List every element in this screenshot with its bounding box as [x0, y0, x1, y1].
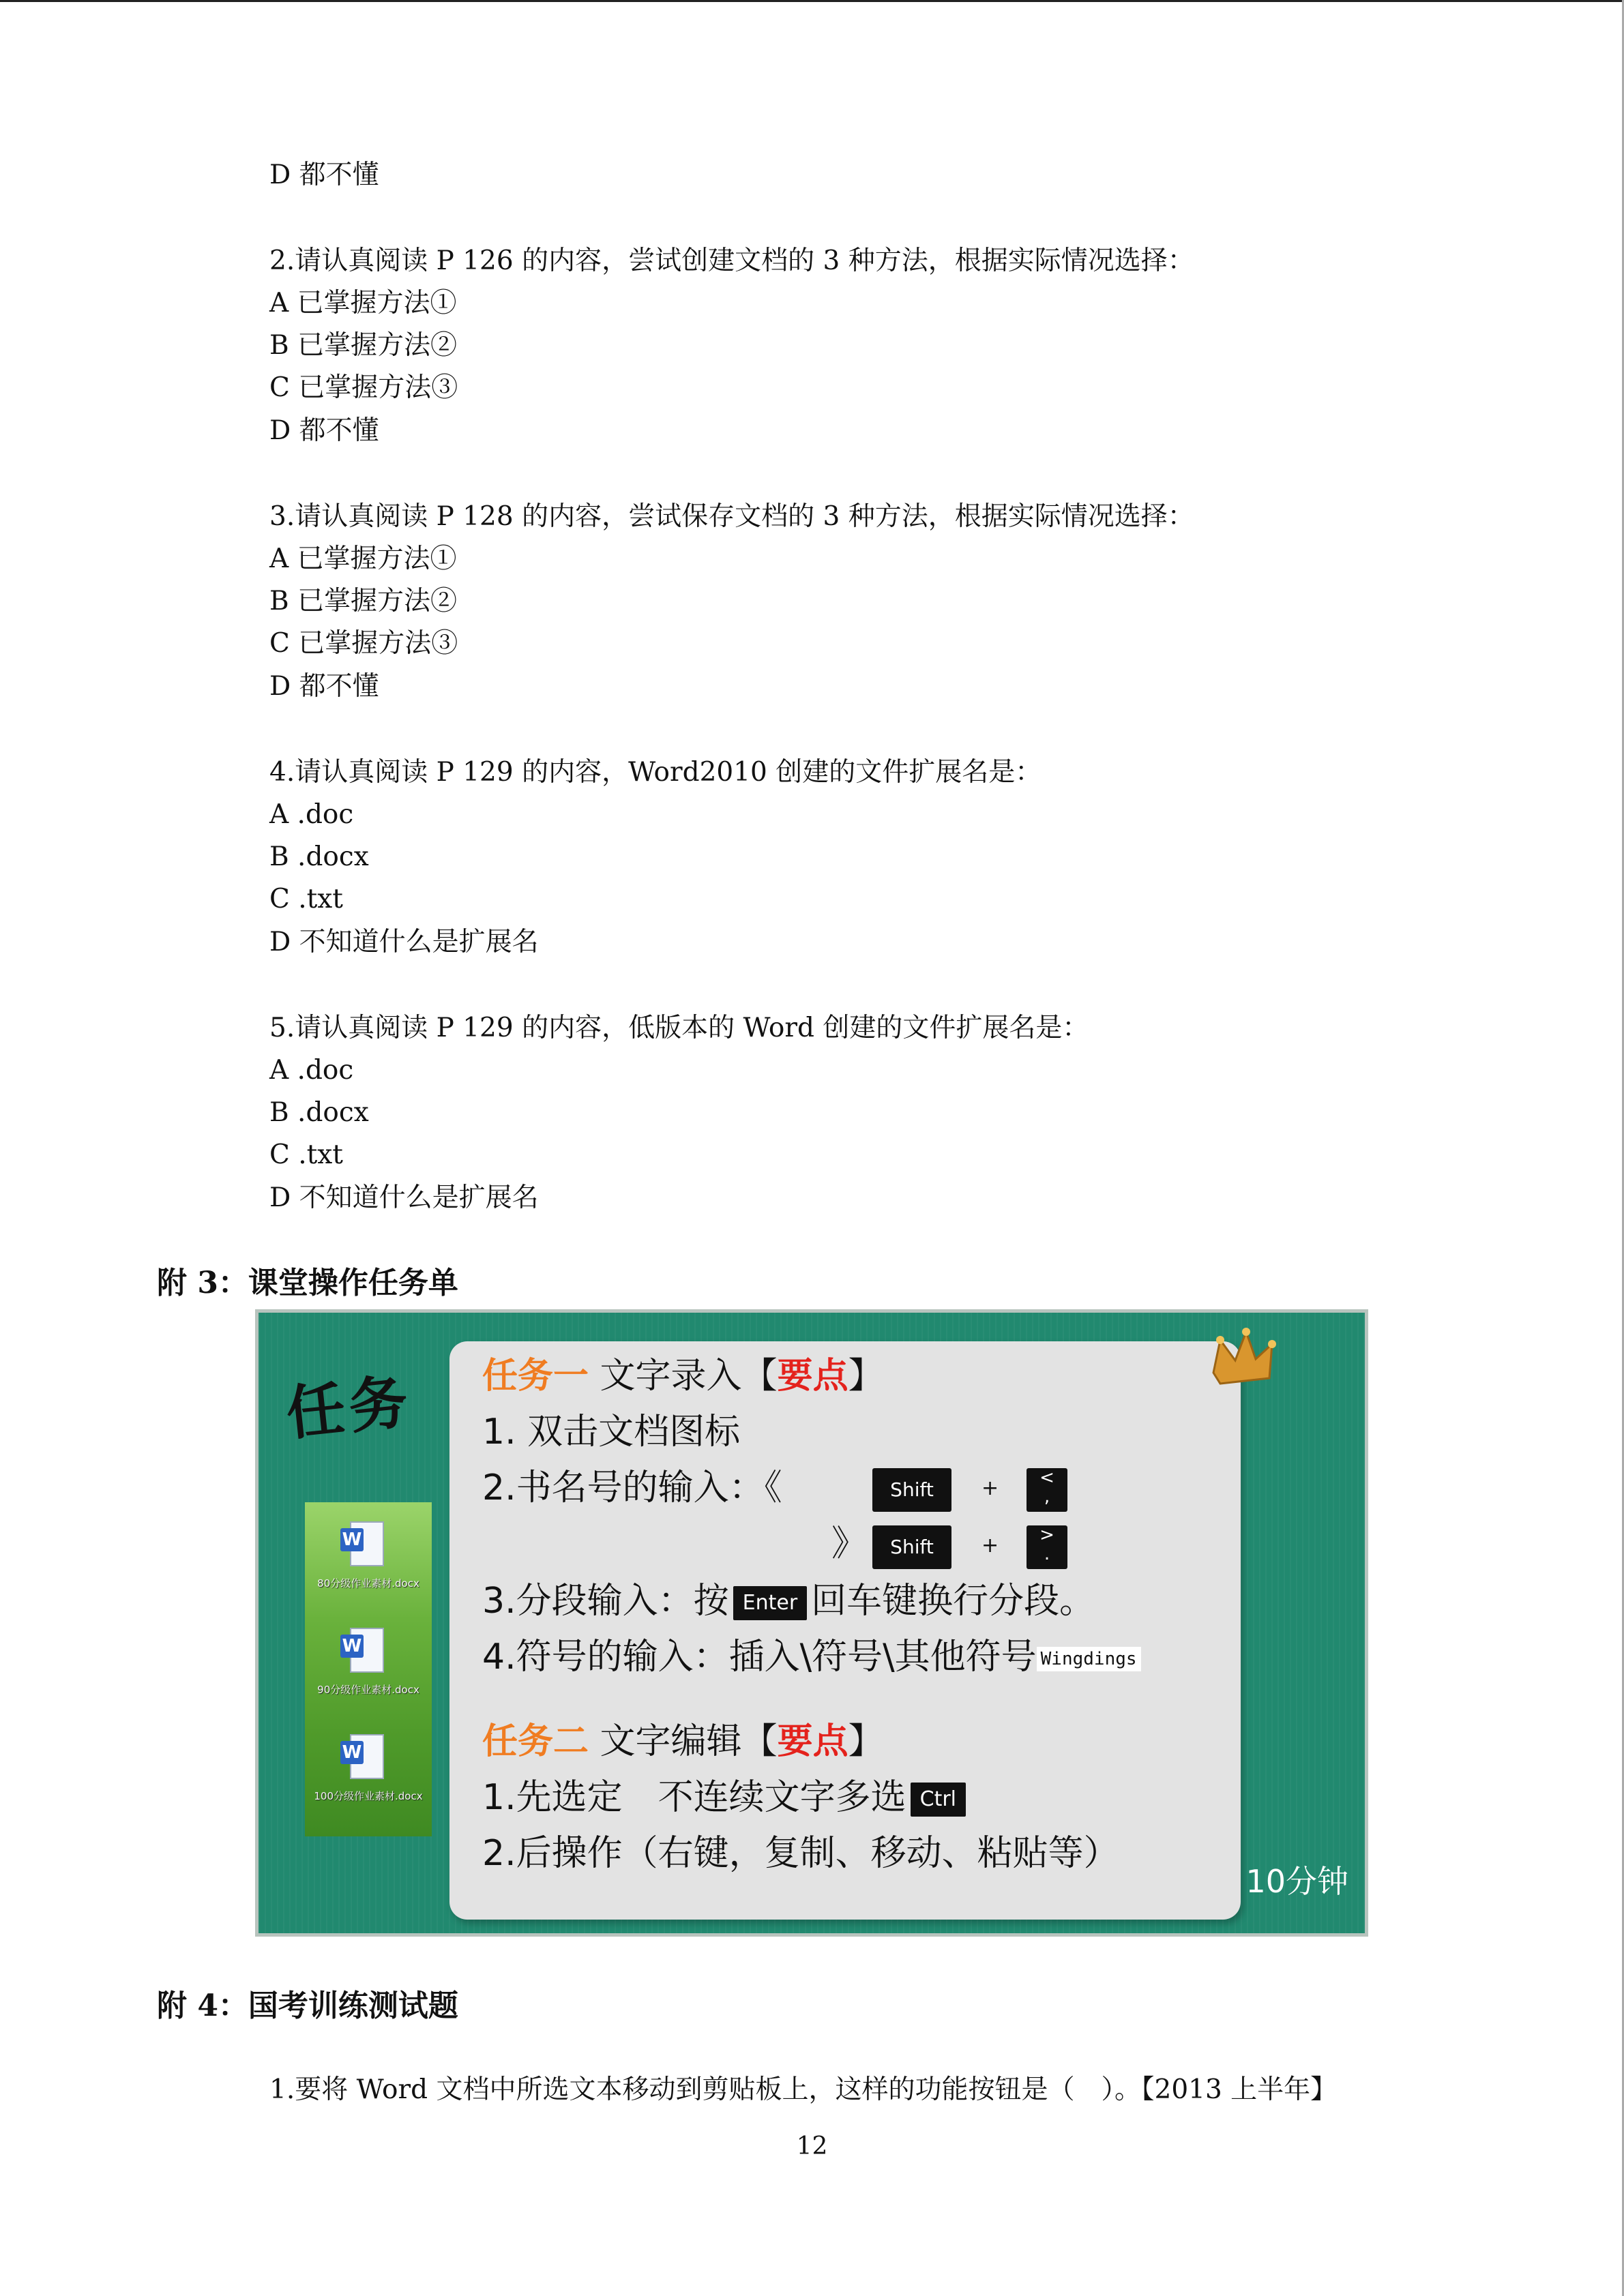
- task1-step1: 1. 双击文档图标: [482, 1412, 741, 1452]
- enter-key: Enter: [733, 1586, 808, 1620]
- plus-sign: +: [981, 1476, 999, 1500]
- shift-key: Shift: [872, 1468, 951, 1512]
- task-title: 任务: [283, 1367, 415, 1449]
- option-line: C 已掌握方法③: [269, 628, 458, 659]
- appendix-3-heading: 附 3：课堂操作任务单: [157, 1266, 458, 1300]
- task2-step1: 1.先选定 不连续文字多选 Ctrl: [482, 1775, 970, 1820]
- task2-heading: 任务二 文字编辑【要点】: [482, 1721, 884, 1762]
- timer-label: 10分钟: [1245, 1863, 1348, 1900]
- file-caption: 80分级作业素材.docx: [317, 1577, 419, 1590]
- task-slide-image: [255, 1309, 1368, 1937]
- text-line: D 都不懂: [269, 160, 379, 190]
- page-number: 12: [796, 2132, 828, 2160]
- option-line: A .doc: [269, 799, 354, 830]
- comma-key: < ,: [1027, 1468, 1067, 1512]
- option-line: B 已掌握方法②: [269, 586, 458, 616]
- file-caption: 90分级作业素材.docx: [317, 1684, 419, 1696]
- option-line: B 已掌握方法②: [269, 330, 458, 361]
- question-3: 3.请认真阅读 P 128 的内容，尝试保存文档的 3 种方法，根据实际情况选择：: [269, 501, 1194, 532]
- option-line: C 已掌握方法③: [269, 372, 458, 403]
- option-line: A 已掌握方法①: [269, 288, 457, 318]
- exam-question-1: 1.要将 Word 文档中所选文本移动到剪贴板上，这样的功能按钮是（ ）。【2013 上半年】: [269, 2074, 1338, 2105]
- ctrl-key: Ctrl: [911, 1783, 966, 1817]
- option-line: D 都不懂: [269, 415, 379, 446]
- option-line: C .txt: [269, 1139, 343, 1170]
- task1-step4: 4.符号的输入：插入\符号\其他符号 Wingdings: [482, 1635, 1141, 1680]
- plus-sign: +: [981, 1534, 999, 1557]
- close-book-quote: 》: [831, 1523, 868, 1564]
- word-doc-icon: W: [340, 1625, 392, 1680]
- option-line: A 已掌握方法①: [269, 543, 457, 574]
- option-line: B .docx: [269, 841, 369, 872]
- question-5: 5.请认真阅读 P 129 的内容，低版本的 Word 创建的文件扩展名是：: [269, 1013, 1089, 1043]
- task1-step2: 2.书名号的输入：《: [482, 1467, 782, 1508]
- question-2: 2.请认真阅读 P 126 的内容，尝试创建文档的 3 种方法，根据实际情况选择：: [269, 245, 1194, 276]
- option-line: D 都不懂: [269, 671, 379, 702]
- period-key: > .: [1027, 1525, 1067, 1569]
- wingdings-label: Wingdings: [1037, 1647, 1141, 1671]
- task2-step2: 2.后操作（右键，复制、移动、粘贴等）: [482, 1833, 1119, 1874]
- task1-heading: 任务一 文字录入【要点】: [482, 1356, 884, 1397]
- option-line: C .txt: [269, 884, 343, 914]
- word-doc-icon: W: [340, 1731, 392, 1786]
- desktop-thumbnail: [305, 1502, 432, 1836]
- word-doc-icon: W: [340, 1519, 392, 1573]
- option-line: A .doc: [269, 1055, 354, 1086]
- option-line: B .docx: [269, 1097, 369, 1128]
- appendix-4-heading: 附 4：国考训练测试题: [157, 1988, 458, 2023]
- top-border: [0, 0, 1624, 2]
- task-card: [449, 1341, 1241, 1920]
- question-4: 4.请认真阅读 P 129 的内容，Word2010 创建的文件扩展名是：: [269, 757, 1042, 788]
- option-line: D 不知道什么是扩展名: [269, 927, 539, 957]
- task1-step3: 3.分段输入：按 Enter 回车键换行分段。: [482, 1581, 1095, 1622]
- file-caption: 100分级作业素材.docx: [314, 1790, 423, 1802]
- option-line: D 不知道什么是扩展名: [269, 1182, 539, 1213]
- crown-icon: [1207, 1325, 1282, 1393]
- shift-key: Shift: [872, 1525, 951, 1569]
